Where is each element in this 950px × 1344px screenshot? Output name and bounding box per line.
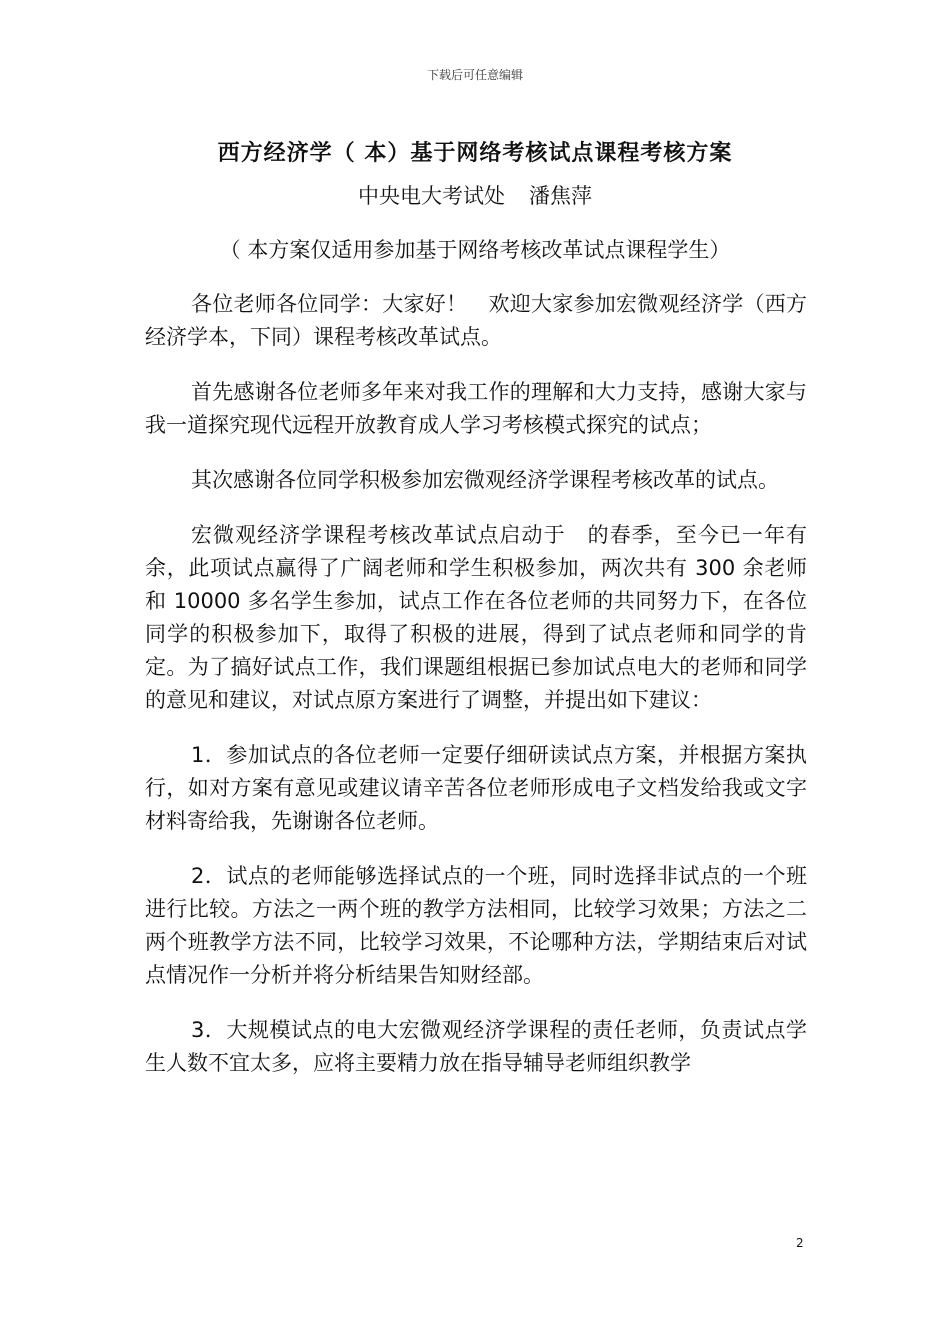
document-body	[145, 288, 807, 1102]
scope-note: （ 本方案仅适用参加基于网络考核改革试点课程学生）	[219, 238, 731, 262]
paragraph-greeting: 各位老师各位同学：大家好！ 欢迎大家参加宏微观经济学（西方经济学本，下同）课程考核改革试点。	[145, 292, 807, 349]
paragraph-thanks-teachers: 首先感谢各位老师多年来对我工作的理解和大力支持，感谢大家与我一道探究现代远程开放教育成人学习考核模式探究的试点；	[145, 380, 807, 437]
author-org: 中央电大考试处	[358, 184, 505, 208]
author-line	[0, 180, 950, 210]
paragraph-suggestion-3: 3．大规模试点的电大宏微观经济学课程的责任老师，负责试点学生人数不宜太多，应将主要精力放在指导辅导老师组织教学	[145, 1018, 807, 1075]
document-title: 西方经济学（ 本）基于网络考核试点课程考核方案	[217, 141, 733, 166]
page-number: 2	[796, 1236, 804, 1250]
paragraph-background: 宏微观经济学课程考核改革试点启动于 的春季，至今已一年有余，此项试点赢得了广阔老师和学生积极参加，两次共有 300 余老师和 10000 多名学生参加，试点工作在各位老师的共同努力下，在各位同学的积极参加下，取得了积极的进展，得到了试点老师和同学的肯定。为了搞好试点工作，我们课题组根据已参加试点电大的老师和同学的意见和建议，对试点原方案进行了调整，并提出如下建议：	[145, 523, 807, 712]
header-note: 下载后可任意编辑	[426, 68, 523, 82]
paragraph-thanks-students: 其次感谢各位同学积极参加宏微观经济学课程考核改革的试点。	[191, 468, 779, 492]
paragraph-suggestion-2: 2．试点的老师能够选择试点的一个班，同时选择非试点的一个班进行比较。方法之一两个班的教学方法相同，比较学习效果；方法之二两个班教学方法不同，比较学习效果，不论哪种方法，学期结束后对试点情况作一分析并将分析结果告知财经部。	[145, 864, 807, 987]
author-name: 潘焦萍	[529, 184, 592, 208]
paragraph-suggestion-1: 1．参加试点的各位老师一定要仔细研读试点方案，并根据方案执行，如对方案有意见或建议请辛苦各位老师形成电子文档发给我或文字材料寄给我，先谢谢各位老师。	[145, 743, 807, 833]
